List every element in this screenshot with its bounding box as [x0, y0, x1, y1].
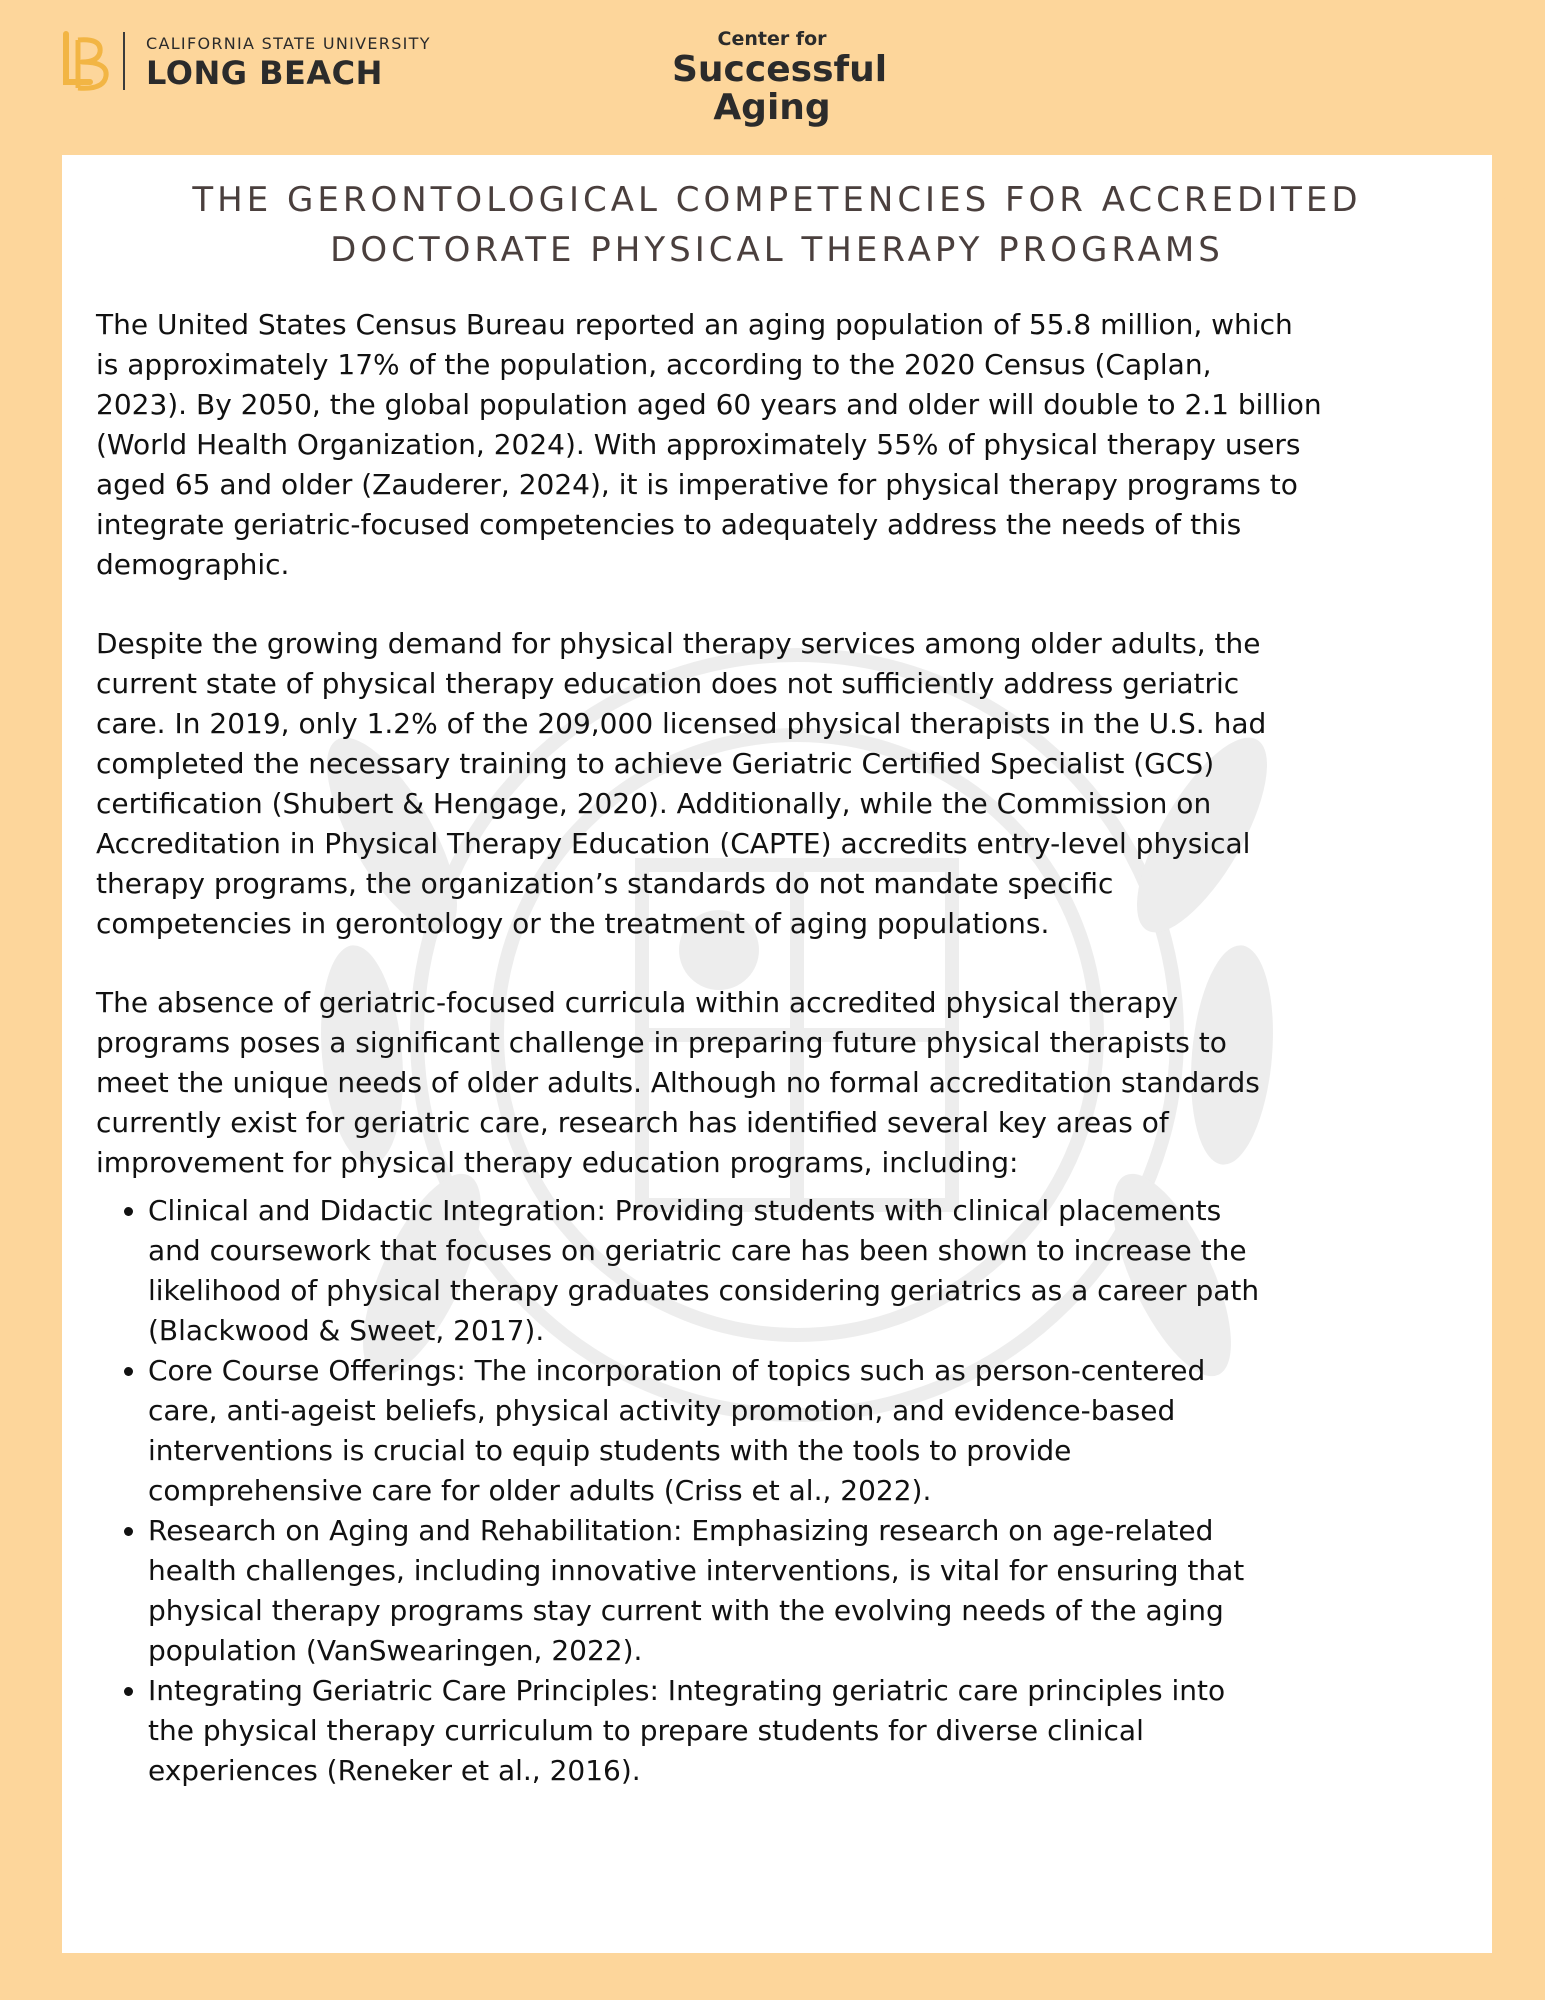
- csulb-logo: [60, 30, 480, 100]
- right-accent-triangle: [1492, 155, 1545, 205]
- university-name-small: CALIFORNIA STATE UNIVERSITY: [146, 34, 431, 53]
- header: [0, 0, 1545, 155]
- list-item: • Core Course Offerings: The incorporation of topics such as person-centered care, anti-ageist beliefs, physical activity promotion, and evidence-based interventions is crucial to equip students with the tools to provide comprehensive care for older adults (Criss et al., 2022).: [148, 1351, 1476, 1511]
- paragraph-1: The United States Census Bureau reported an aging population of 55.8 million, which is approximately 17% of the population, according to the 2020 Census (Caplan, 2023). By 2050, the global population aged 60 years and older will double to 2.1 billion (World Health Organization, 2024). With approximately 55% of physical therapy users aged 65 and older (Zauderer, 2024), it is imperative for physical therapy programs to integrate geriatric-focused competencies to adequately address the needs of this demographic.: [96, 308, 1322, 581]
- title-line-1: THE GERONTOLOGICAL COMPETENCIES FOR ACCREDITED: [192, 180, 1362, 220]
- document-sheet: [62, 155, 1492, 1953]
- center-logo-line1: Center for: [717, 28, 827, 50]
- document-title: [62, 175, 1492, 275]
- paragraph-3: The absence of geriatric-focused curricula within accredited physical therapy programs poses a significant challenge in preparing future physical therapists to meet the unique needs of older adults. Although no formal accreditation standards currently exist for geriatric care, research has identified several key areas of improvement for physical therapy education programs, including:: [96, 986, 1260, 1179]
- improvement-list: [96, 1191, 1476, 1791]
- center-logo-line3: Aging: [713, 87, 831, 128]
- document-body: [96, 305, 1476, 1791]
- list-item: • Clinical and Didactic Integration: Providing students with clinical placements and coursework that focuses on geriatric care has been shown to increase the likelihood of physical therapy graduates considering geriatrics as a career path (Blackwood & Sweet, 2017).: [148, 1191, 1476, 1351]
- center-logo-line2: Successful: [672, 49, 888, 90]
- left-accent-tab: [0, 155, 62, 195]
- paragraph-2: Despite the growing demand for physical therapy services among older adults, the current state of physical therapy education does not sufficiently address geriatric care. In 2019, only 1.2% of the 209,000 licensed physical therapists in the U.S. had completed the necessary training to achieve Geriatric Certified Specialist (GCS) certification (Shubert & Hengage, 2020). Additionally, while the Commission on Accreditation in Physical Therapy Education (CAPTE) accredits entry-level physical therapy programs, the organization’s standards do not mandate specific competencies in gerontology or the treatment of aging populations.: [96, 627, 1267, 940]
- center-for-successful-aging-logo: [672, 28, 888, 128]
- university-name-large: LONG BEACH: [146, 54, 383, 92]
- title-line-2: DOCTORATE PHYSICAL THERAPY PROGRAMS: [330, 230, 1224, 270]
- list-item: • Integrating Geriatric Care Principles: Integrating geriatric care principles into the physical therapy curriculum to prepare students for diverse clinical experiences (Reneker et al., 2016).: [148, 1671, 1476, 1791]
- list-item: • Research on Aging and Rehabilitation: Emphasizing research on age-related health challenges, including innovative interventions, is vital for ensuring that physical therapy programs stay current with the evolving needs of the aging population (VanSwearingen, 2022).: [148, 1511, 1476, 1671]
- logo-divider: [123, 32, 125, 90]
- lb-monogram-icon: [60, 30, 118, 94]
